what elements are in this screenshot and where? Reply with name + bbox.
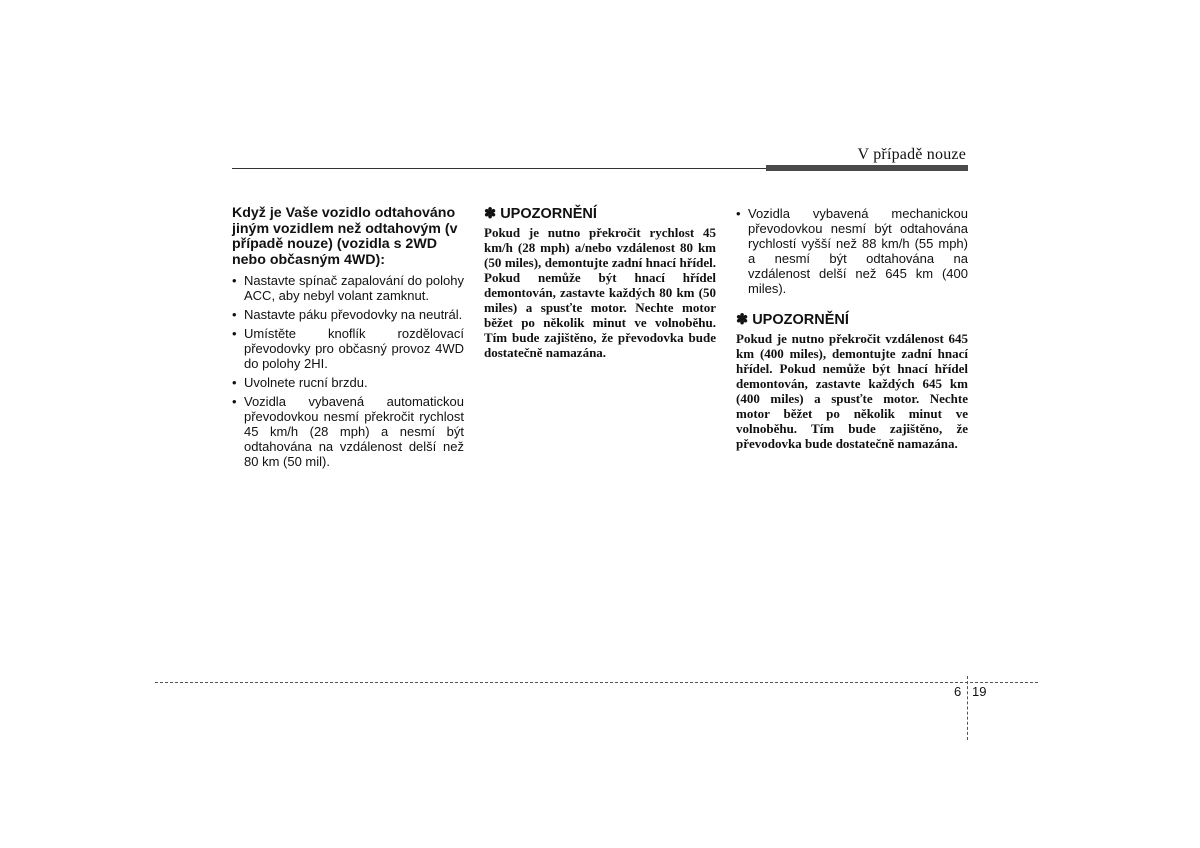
bullet-icon: • bbox=[232, 375, 237, 390]
footer-divider bbox=[967, 676, 968, 740]
column-manual-transmission bbox=[736, 206, 968, 451]
caution-box bbox=[736, 312, 968, 451]
list-item bbox=[232, 326, 464, 371]
caution-body: Pokud je nutno překročit vzdálenost 645 km (400 miles), demontujte zadní hnací hřídel. Pokud nemůže být hnací hřídel demontován, zastavte každých 645 km (400 miles) a spusťte motor. Nechte motor běžet po několik minut ve volnoběhu. Tím bude zajištěno, že převodovka bude dostatečně namazána. bbox=[736, 331, 968, 451]
list-item-text: Uvolnete rucní brzdu. bbox=[244, 375, 368, 390]
list-item bbox=[232, 307, 464, 322]
column-towing-instructions bbox=[232, 206, 464, 473]
list-item-text: Vozidla vybavená automatickou převodovkou nesmí překročit rychlost 45 km/h (28 mph) a nesmí být odtahována na vzdálenost delší než 80 km (50 mil). bbox=[244, 394, 464, 469]
bullet-icon: • bbox=[232, 273, 237, 288]
column-caution-1 bbox=[484, 206, 716, 360]
towing-heading: Když je Vaše vozidlo odtahováno jiným vozidlem než odtahovým (v případě nouze) (vozidla s 2WD nebo občasným 4WD): bbox=[232, 205, 458, 268]
list-item-text: Vozidla vybavená mechanickou převodovkou nesmí být odtahována rychlostí vyšší než 88 km/h (55 mph) a nesmí být odtahována na vzdálenost delší než 645 km (400 miles). bbox=[748, 206, 968, 296]
chapter-number: 6 bbox=[954, 684, 962, 699]
caution-title-text: UPOZORNĚNÍ bbox=[752, 312, 849, 328]
caution-title bbox=[484, 206, 716, 223]
manual-transmission-list bbox=[736, 206, 968, 296]
header-rule bbox=[232, 168, 766, 169]
list-item bbox=[736, 206, 968, 296]
caution-star-icon: ✽ bbox=[484, 206, 497, 222]
bullet-icon: • bbox=[232, 394, 237, 409]
page-number: 19 bbox=[972, 684, 987, 699]
towing-steps-list bbox=[232, 273, 464, 469]
caution-title bbox=[736, 312, 968, 329]
list-item-text: Nastavte spínač zapalování do polohy ACC, aby nebyl volant zamknut. bbox=[244, 273, 464, 303]
bullet-icon: • bbox=[232, 307, 237, 322]
page-header-title: V případě nouze bbox=[857, 146, 966, 163]
list-item-text: Umístěte knoflík rozdělovací převodovky pro občasný provoz 4WD do polohy 2HI. bbox=[244, 326, 464, 371]
header-bar bbox=[766, 165, 968, 171]
list-item bbox=[232, 375, 464, 390]
caution-box bbox=[484, 206, 716, 360]
caution-title-text: UPOZORNĚNÍ bbox=[500, 206, 597, 222]
list-item bbox=[232, 273, 464, 303]
bullet-icon: • bbox=[232, 326, 237, 341]
list-item bbox=[232, 394, 464, 469]
caution-body: Pokud je nutno překročit rychlost 45 km/h (28 mph) a/nebo vzdálenost 80 km (50 miles), demontujte zadní hnací hřídel. Pokud nemůže být hnací hřídel demontován, zastavte každých 80 km (50 miles) a spusťte motor. Nechte motor běžet po několik minut ve volnoběhu. Tím bude zajištěno, že převodovka bude dostatečně namazána. bbox=[484, 225, 716, 360]
list-item-text: Nastavte páku převodovky na neutrál. bbox=[244, 307, 463, 322]
caution-star-icon: ✽ bbox=[736, 312, 749, 328]
footer-rule bbox=[155, 682, 1038, 683]
bullet-icon: • bbox=[736, 206, 741, 221]
